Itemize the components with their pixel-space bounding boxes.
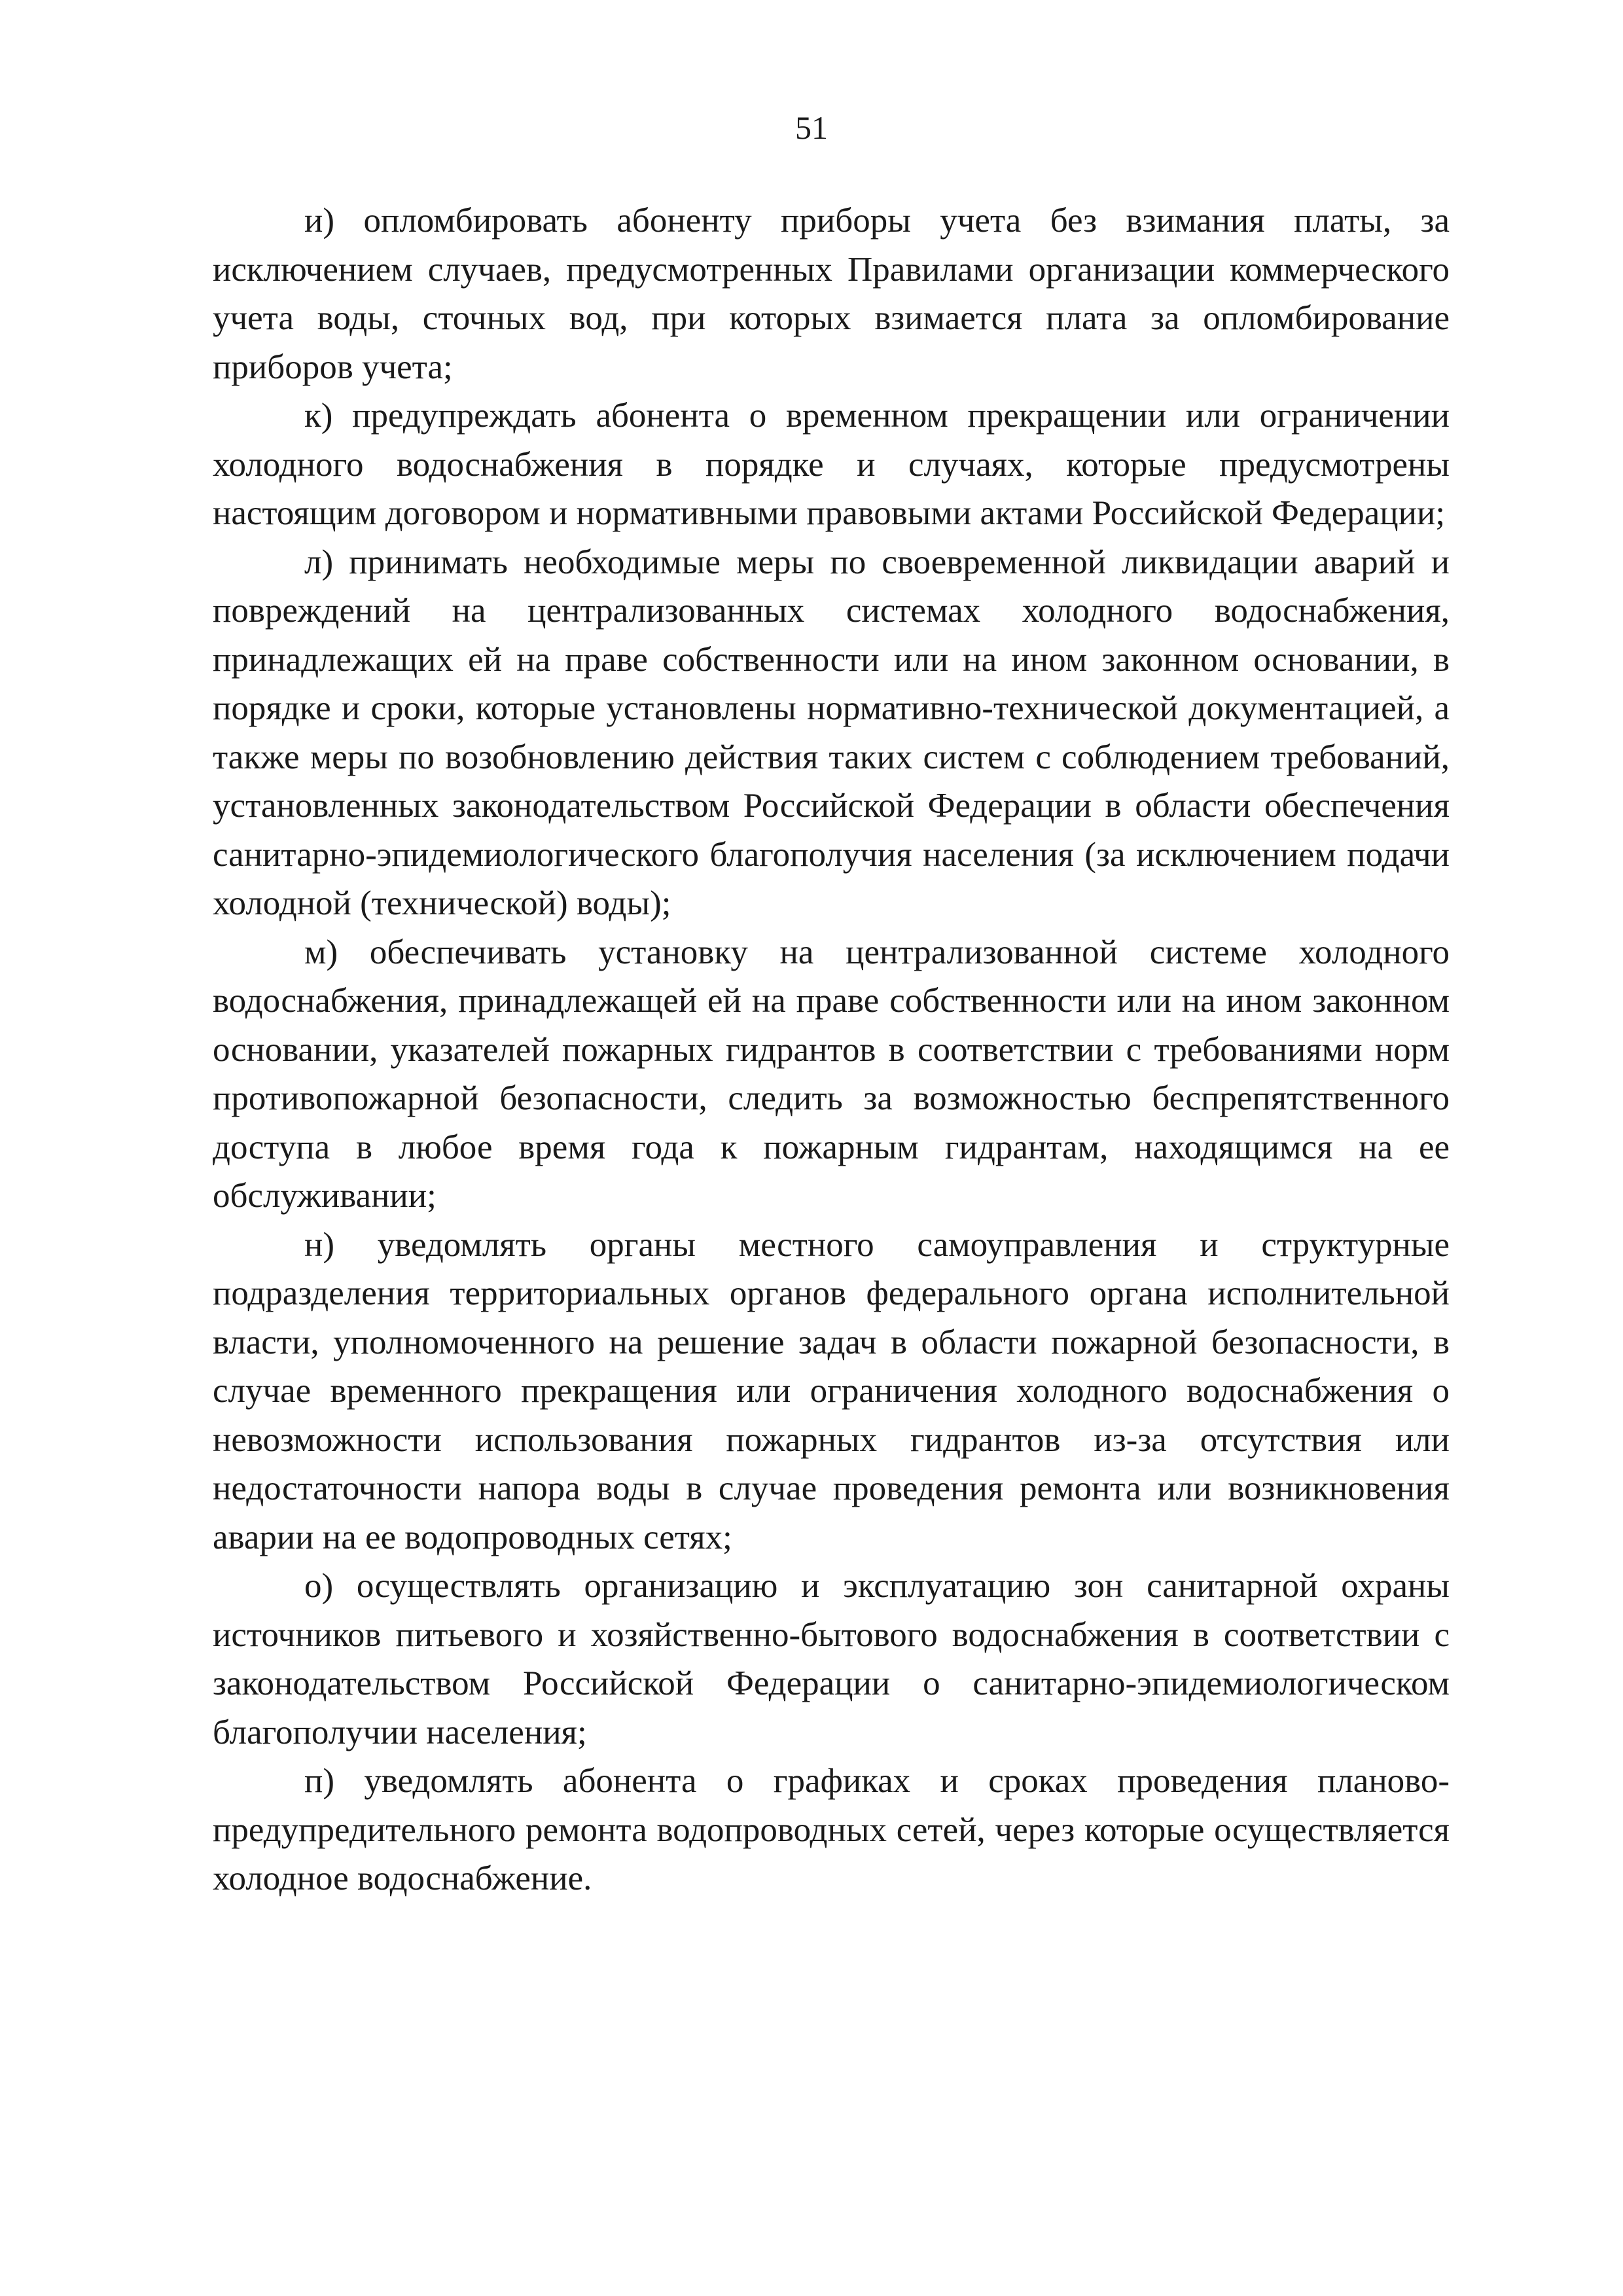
page-number: 51	[795, 109, 828, 146]
clause-m: м) обеспечивать установку на централизованной системе холодного водоснабжения, принадлежащей ей на праве собственности или на ином законном основании, указателей пожарных гидрантов в соответствии с требованиями норм противопожарной безопасности, следить за возможностью беспрепятственного доступа в любое время года к пожарным гидрантам, находящимся на ее обслуживании;	[213, 933, 1450, 1215]
clause-p: п) уведомлять абонента о графиках и сроках проведения планово-предупредительного ремонта водопроводных сетей, через которые осуществляется холодное водоснабжение.	[213, 1762, 1450, 1897]
clause-k: к) предупреждать абонента о временном прекращении или ограничении холодного водоснабжения в порядке и случаях, которые предусмотрены настоящим договором и нормативными правовыми актами Российской Федерации;	[213, 397, 1450, 532]
clause-n: н) уведомлять органы местного самоуправления и структурные подразделения территориальных органов федерального органа исполнительной власти, уполномоченного на решение задач в области пожарной безопасности, в случае временного прекращения или ограничения холодного водоснабжения о невозможности использования пожарных гидрантов из-за отсутствия или недостаточности напора воды в случае проведения ремонта или возникновения аварии на ее водопроводных сетях;	[213, 1225, 1450, 1556]
clause-i: и) опломбировать абоненту приборы учета без взимания платы, за исключением случаев, предусмотренных Правилами организации коммерческого учета воды, сточных вод, при которых взимается плата за опломбирование приборов учета;	[213, 202, 1450, 386]
document-body	[213, 196, 1450, 1903]
clause-o: о) осуществлять организацию и эксплуатацию зон санитарной охраны источников питьевого и хозяйственно-бытового водоснабжения в соответствии с законодательством Российской Федерации о санитарно-эпидемиологическом благополучии населения;	[213, 1567, 1450, 1751]
clause-l: л) принимать необходимые меры по своевременной ликвидации аварий и повреждений на централизованных системах холодного водоснабжения, принадлежащих ей на праве собственности или на ином законном основании, в порядке и сроки, которые установлены нормативно-технической документацией, а также меры по возобновлению действия таких систем с соблюдением требований, установленных законодательством Российской Федерации в области обеспечения санитарно-эпидемиологического благополучия населения (за исключением подачи холодной (технической) воды);	[213, 543, 1450, 922]
